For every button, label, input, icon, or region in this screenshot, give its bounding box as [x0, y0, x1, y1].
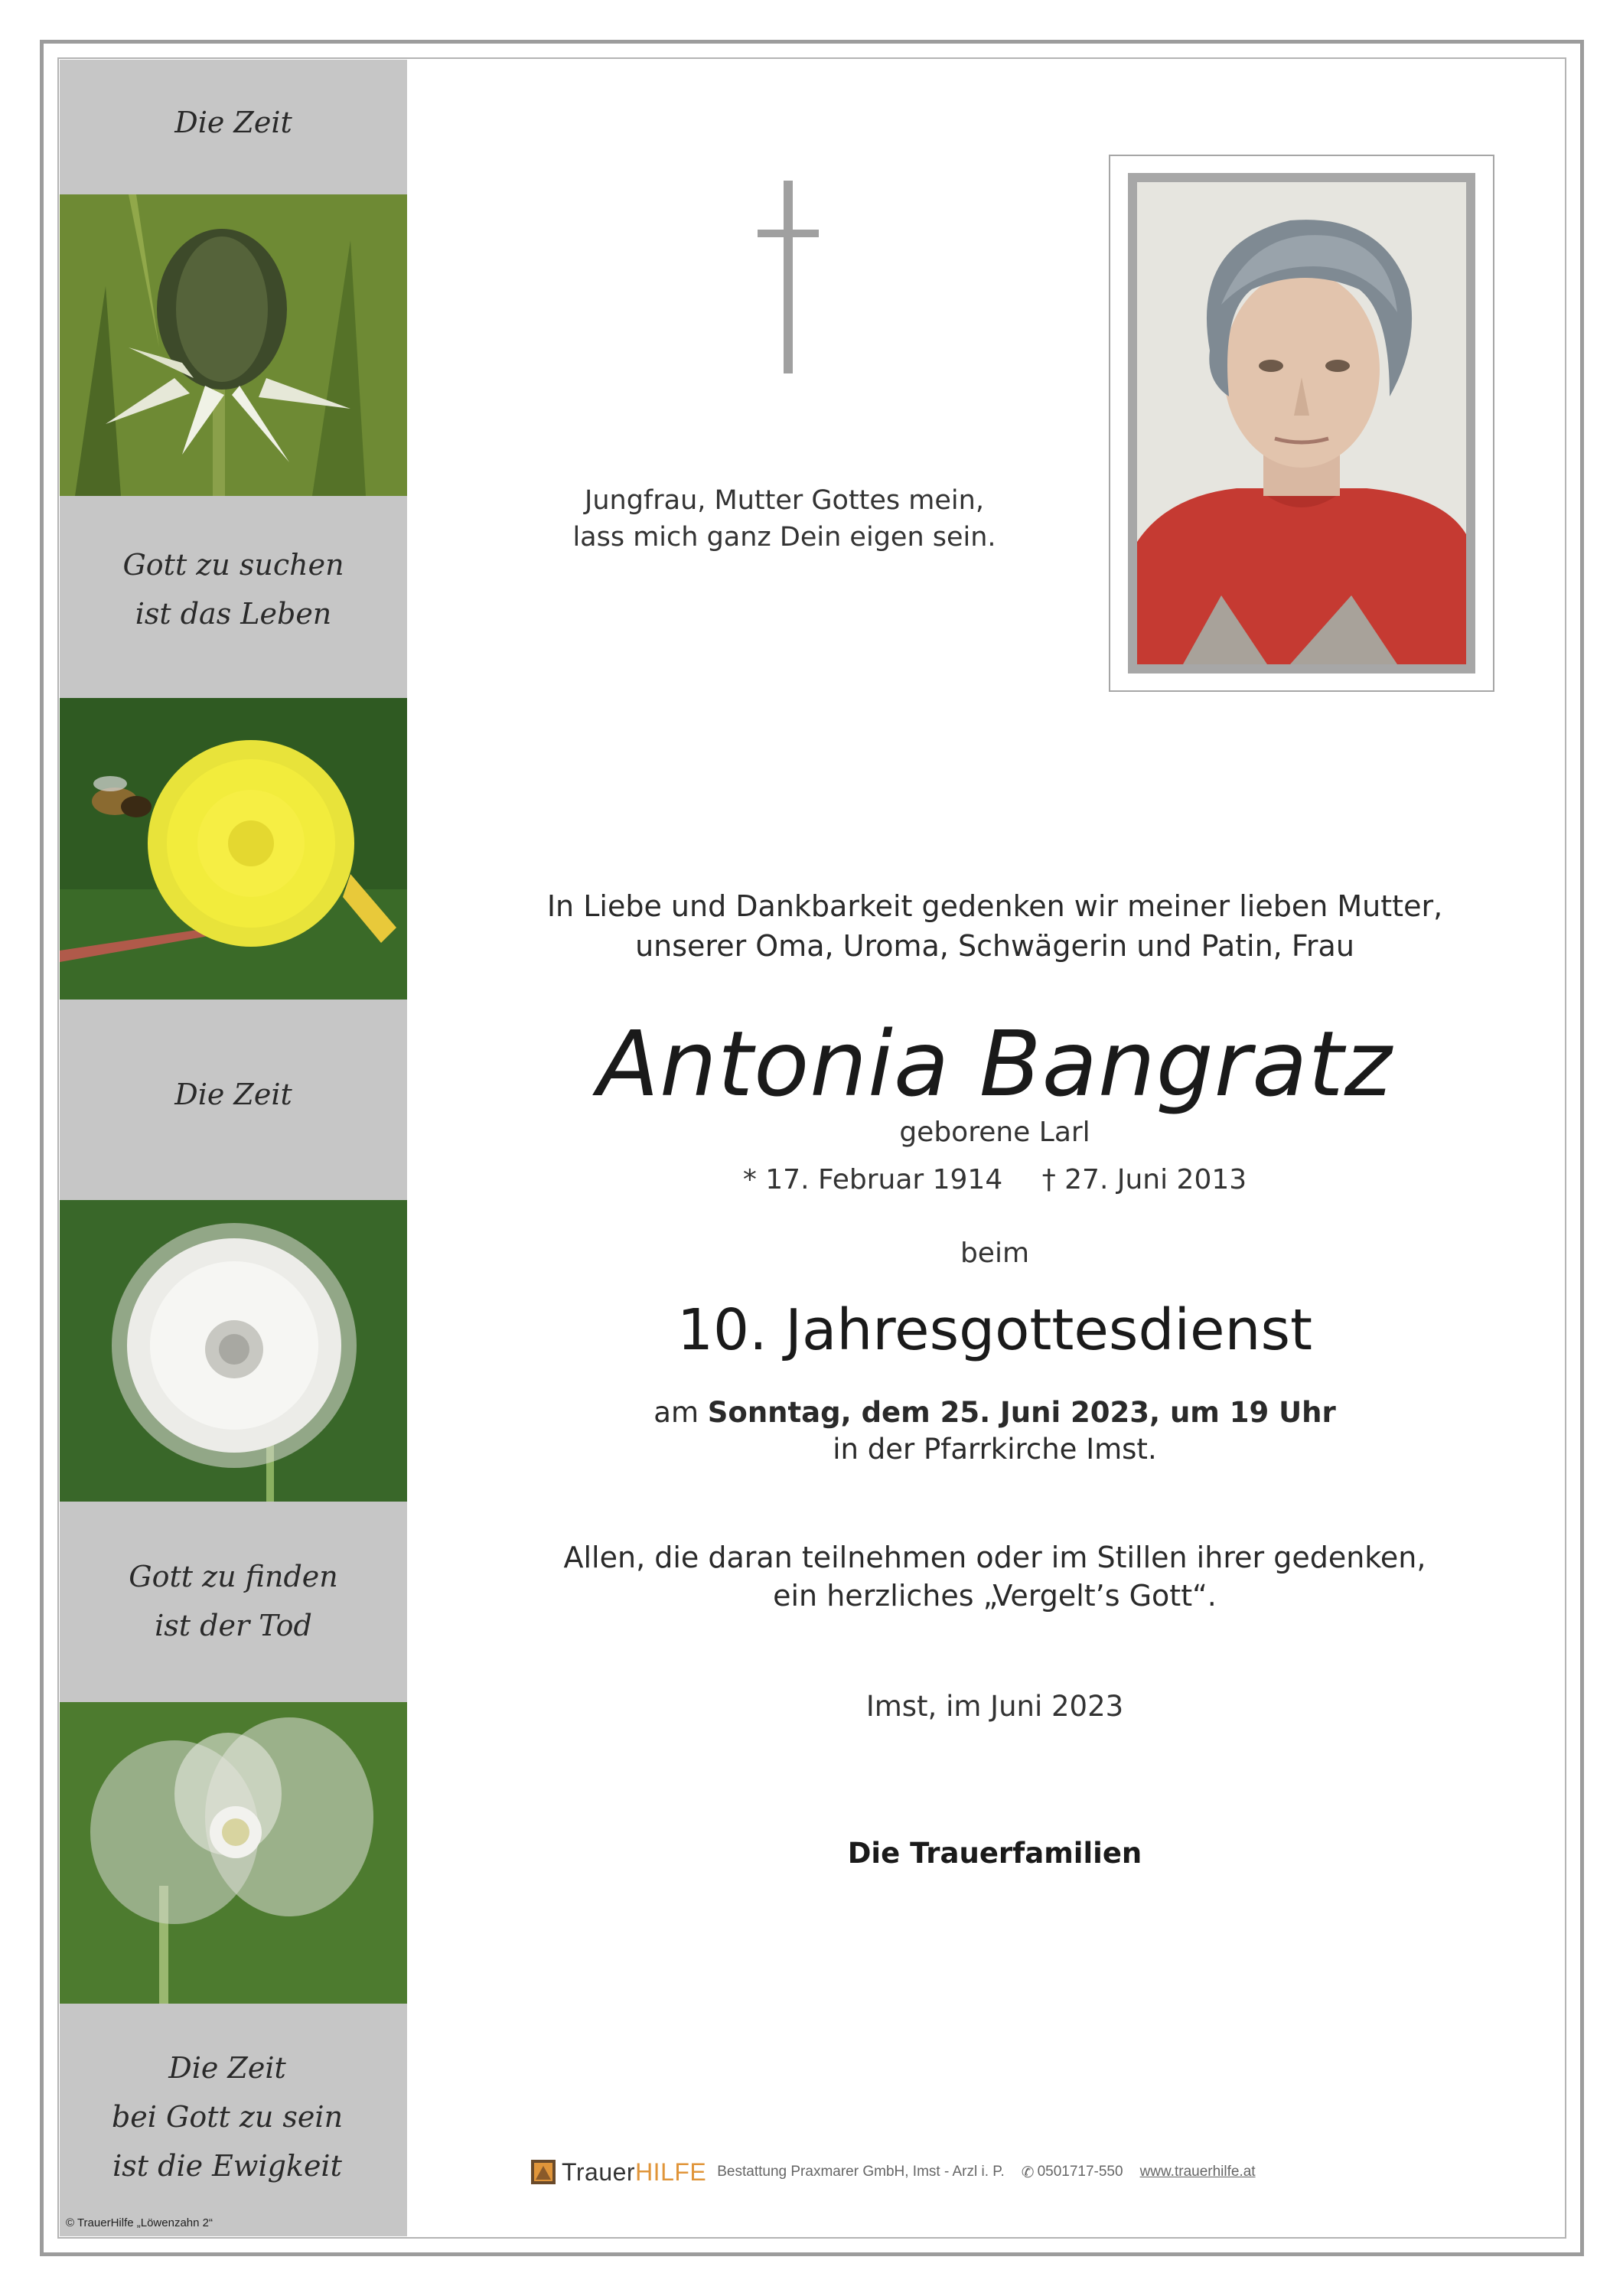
service-preposition: beim	[960, 1238, 1030, 1269]
verse-line: Gott zu finden	[129, 1560, 338, 1593]
service-date-bold: Sonntag, dem 25. Juni 2023, um 19 Uhr	[707, 1396, 1336, 1429]
verse-line: Die Zeit	[174, 1078, 292, 1111]
sidebar-verse-2	[60, 540, 407, 638]
footer	[531, 2157, 1256, 2187]
thanks-line-2: ein herzliches „Vergelt’s Gott“.	[773, 1579, 1217, 1613]
sidebar-verse-4	[60, 1552, 407, 1650]
death-date: † 27. Juni 2013	[1041, 1164, 1247, 1195]
prayer-line-2: lass mich ganz Dein eigen sein.	[572, 522, 996, 553]
sidebar-image-dandelion-seed-head	[60, 1200, 407, 1502]
verse-line: Gott zu suchen	[122, 548, 344, 582]
place-date: Imst, im Juni 2023	[865, 1690, 1124, 1723]
service-title: 10. Jahresgottesdienst	[676, 1297, 1313, 1363]
prayer-verse	[429, 482, 1140, 556]
verse-line: Die Zeit	[174, 106, 292, 139]
service-date	[429, 1394, 1561, 1431]
brand-name-part2: HILFE	[635, 2157, 707, 2186]
phone-number: 0501717-550	[1037, 2164, 1123, 2180]
prayer-line-1: Jungfrau, Mutter Gottes mein,	[585, 485, 984, 516]
service-date-prefix: am	[653, 1396, 699, 1429]
brand-name-part1: Trauer	[562, 2157, 636, 2186]
portrait-photo	[1137, 182, 1466, 664]
intro-line-1: In Liebe und Dankbarkeit gedenken wir meiner lieben Mutter,	[546, 889, 1443, 923]
sidebar-verse-3	[60, 1073, 407, 1116]
birth-date: * 17. Februar 1914	[742, 1164, 1003, 1195]
copyright-note: © TrauerHilfe „Löwenzahn 2“	[66, 2216, 213, 2229]
intro-text	[429, 886, 1561, 966]
company-name: Bestattung Praxmarer GmbH, Imst - Arzl i. P.	[717, 2164, 1005, 2180]
website-link[interactable]: www.trauerhilfe.at	[1139, 2164, 1256, 2180]
verse-line: ist das Leben	[135, 597, 332, 631]
service-location: in der Pfarrkirche Imst.	[833, 1433, 1157, 1466]
sidebar-verse-1	[60, 101, 407, 144]
verse-line: ist der Tod	[155, 1609, 312, 1642]
deceased-name: Antonia Bangratz	[597, 1011, 1393, 1117]
sidebar-image-dandelion-bud	[60, 194, 407, 496]
thanks-text	[429, 1538, 1561, 1615]
intro-line-2: unserer Oma, Uroma, Schwägerin und Patin, Frau	[635, 929, 1354, 963]
cross-icon	[758, 181, 819, 373]
life-dates	[429, 1162, 1561, 1199]
sidebar-image-dandelion-seeds-dispersing	[60, 1702, 407, 2004]
birth-name: geborene Larl	[899, 1117, 1090, 1148]
trauerhilfe-logo-icon	[531, 2160, 556, 2184]
thanks-line-1: Allen, die daran teilnehmen oder im Stillen ihrer gedenken,	[563, 1541, 1426, 1574]
signature: Die Trauerfamilien	[847, 1837, 1142, 1870]
verse-line: Die Zeit	[168, 2051, 286, 2085]
sidebar-verse-5	[54, 2043, 401, 2190]
verse-line: ist die Ewigkeit	[112, 2149, 342, 2183]
verse-line: bei Gott zu sein	[111, 2100, 344, 2134]
sidebar-image-dandelion-flower	[60, 698, 407, 1000]
phone-icon: ✆	[1021, 2164, 1035, 2181]
